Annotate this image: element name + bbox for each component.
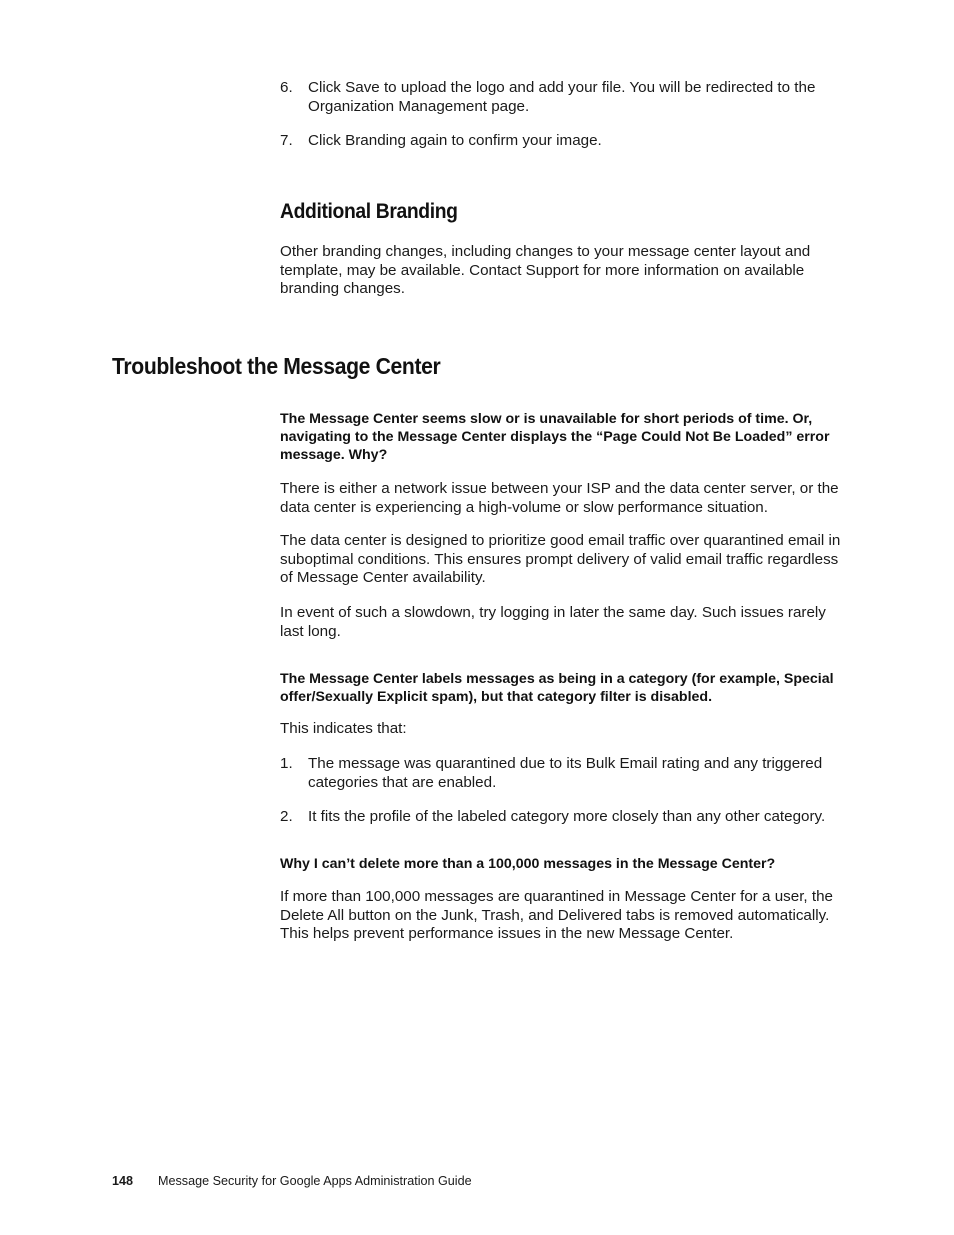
footer-title: Message Security for Google Apps Administration Guide xyxy=(158,1174,472,1188)
faq-answer-intro: This indicates that: xyxy=(280,720,407,737)
page-number: 148 xyxy=(112,1174,134,1188)
list-text: It fits the profile of the labeled category more closely than any other category. xyxy=(308,808,826,825)
list-text: The message was quarantined due to its Bulk Email rating and any triggered categories that are enabled. xyxy=(308,755,823,791)
faq-answer-paragraph: In event of such a slowdown, try logging in later the same day. Such issues rarely last long. xyxy=(280,604,826,640)
step-number: 6. xyxy=(280,79,293,96)
faq-question-category-label: The Message Center labels messages as being in a category (for example, Special offer/Sexually Explicit spam), but that category filter is disabled. xyxy=(280,671,834,705)
faq-question-delete-limit: Why I can’t delete more than a 100,000 messages in the Message Center? xyxy=(280,856,776,872)
additional-branding-body: Other branding changes, including changes to your message center layout and template, may be available. Contact Support for more information on available branding changes. xyxy=(280,243,811,298)
section-heading-additional-branding: Additional Branding xyxy=(280,200,458,223)
step-text: Click Branding again to confirm your image. xyxy=(308,132,602,149)
step-text: Click Save to upload the logo and add your file. You will be redirected to the Organization Management page. xyxy=(308,79,816,115)
chapter-heading-troubleshoot: Troubleshoot the Message Center xyxy=(112,353,441,379)
faq-question-slow: The Message Center seems slow or is unavailable for short periods of time. Or, navigating to the Message Center displays the “Page Could Not Be Loaded” error message. Why? xyxy=(280,411,830,463)
list-number: 2. xyxy=(280,808,293,825)
faq-answer-paragraph: There is either a network issue between your ISP and the data center server, or the data center is experiencing a high-volume or slow performance situation. xyxy=(280,480,839,516)
step-number: 7. xyxy=(280,132,293,149)
faq-answer-paragraph: The data center is designed to prioritize good email traffic over quarantined email in suboptimal conditions. This ensures prompt delivery of valid email traffic regardless of Message Center availability. xyxy=(280,532,841,587)
list-number: 1. xyxy=(280,755,293,772)
faq-answer-paragraph: If more than 100,000 messages are quarantined in Message Center for a user, the Delete All button on the Junk, Trash, and Delivered tabs is removed automatically. This helps prevent performance issues in the new Message Center. xyxy=(280,888,833,943)
